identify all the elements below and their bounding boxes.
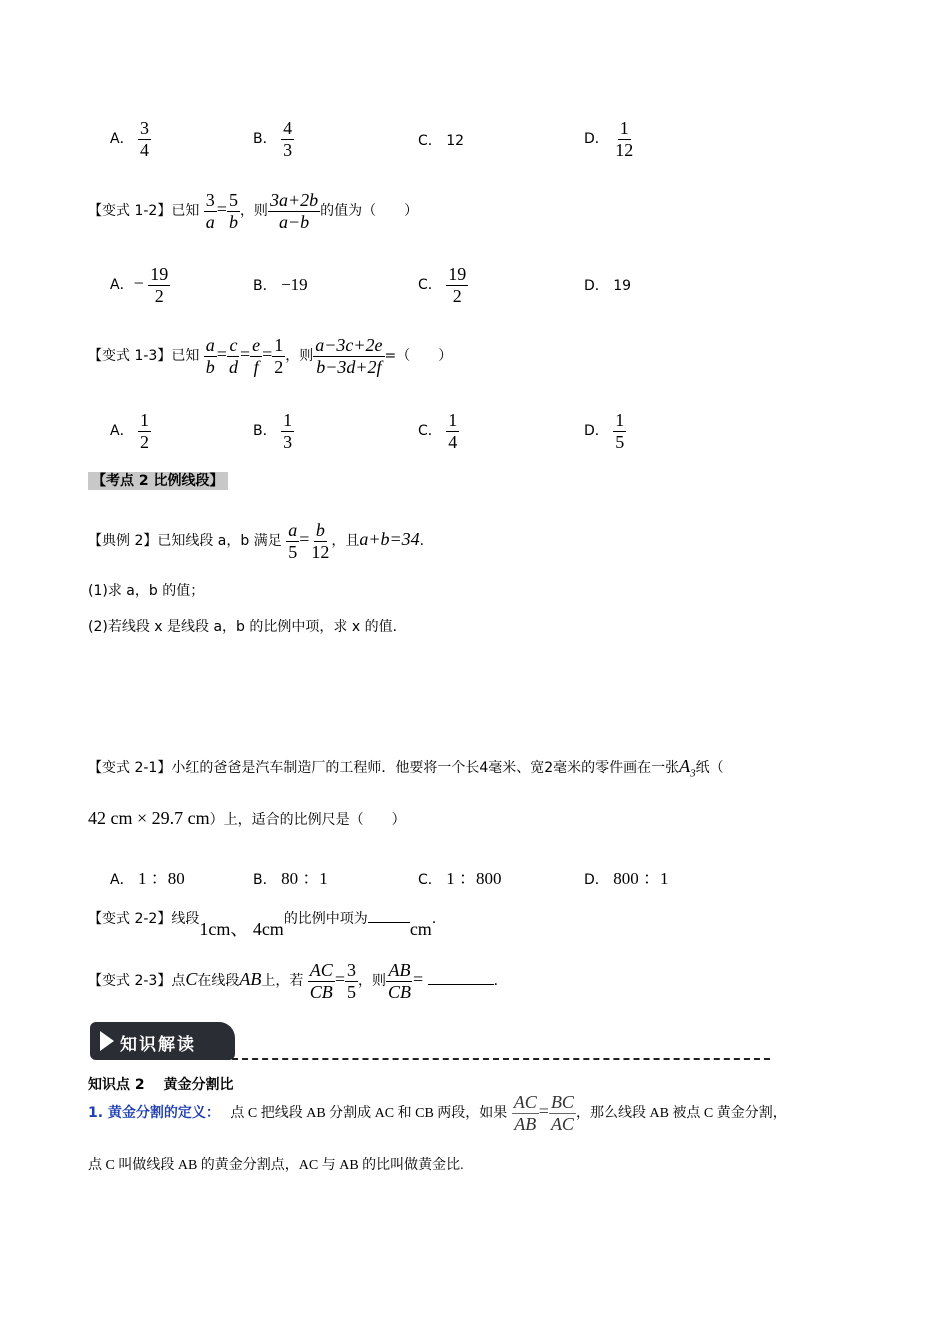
- option-a: [110, 118, 151, 160]
- option-b: [253, 118, 294, 160]
- denominator: d: [228, 356, 238, 377]
- numerator: c: [229, 335, 238, 355]
- question-2-2: [88, 903, 446, 939]
- denominator: 12: [615, 139, 634, 160]
- question-text: =（ ）: [384, 348, 453, 365]
- numerator: 1: [619, 118, 629, 138]
- denominator: 5: [346, 981, 356, 1002]
- option-label: A．: [110, 423, 134, 440]
- option-label: B．: [253, 423, 277, 440]
- option-value: 1 ：800: [446, 869, 502, 888]
- equals: =: [262, 344, 273, 365]
- divider: [232, 1058, 770, 1060]
- banner-label: 知识解读: [120, 1035, 196, 1055]
- knowledge-point-title: 知识点 2 黄金分割比: [88, 1077, 234, 1093]
- equals: =: [334, 969, 345, 990]
- option-b: [253, 275, 308, 295]
- option-c: [418, 264, 468, 306]
- option-label: C．: [418, 133, 442, 149]
- punctuation: ．: [493, 973, 508, 990]
- definition-text: 点 C 把线段 AB 分割成 AC 和 CB 两段，如果: [230, 1106, 508, 1122]
- question-text: 上，若: [261, 973, 304, 990]
- option-label: C．: [418, 423, 442, 440]
- question-text: 已知: [171, 348, 200, 365]
- condition: a+b=34: [359, 529, 420, 550]
- denominator: CB: [309, 981, 333, 1002]
- numerator: e: [252, 335, 261, 355]
- fraction: [281, 410, 294, 452]
- numerator: 1: [448, 410, 458, 430]
- paper-dimensions: 42 cm × 29.7 cm: [88, 808, 210, 828]
- option-value: −19: [281, 275, 308, 294]
- denominator: b: [205, 356, 215, 377]
- unit: cm: [409, 919, 432, 939]
- option-label: B．: [253, 872, 277, 888]
- denominator: 2: [140, 431, 150, 452]
- fraction: [272, 335, 285, 377]
- denominator: a−b: [278, 211, 310, 232]
- fraction: [204, 190, 217, 232]
- question-text: 的值为（ ）: [320, 203, 419, 220]
- numerator: AC: [309, 960, 333, 980]
- question-text: ，且: [331, 533, 360, 550]
- definition-text-cont: 点 C 叫做线段 AB 的黄金分割点，AC 与 AB 的比叫做黄金比.: [88, 1158, 464, 1173]
- denominator: 2: [452, 285, 462, 306]
- numerator: 1: [615, 410, 625, 430]
- fraction: [250, 335, 262, 377]
- fraction: [512, 1092, 539, 1134]
- numerator: 1: [140, 410, 150, 430]
- answer-blank[interactable]: [428, 984, 494, 985]
- equals: =: [216, 344, 227, 365]
- question-text: 已知: [171, 203, 200, 220]
- option-a: [110, 410, 151, 452]
- fraction: [613, 410, 626, 452]
- fraction: [148, 264, 170, 306]
- option-a: [110, 864, 185, 889]
- numerator: 3: [205, 190, 215, 210]
- question-tag: 【变式 1-3】: [88, 348, 172, 365]
- numerator: 4: [283, 118, 293, 138]
- numerator: a: [288, 520, 298, 540]
- fraction: [268, 190, 320, 232]
- fraction: [204, 335, 217, 377]
- question-tag: 【变式 1-2】: [88, 203, 172, 220]
- answer-blank[interactable]: [368, 922, 410, 923]
- numerator: 3: [346, 960, 356, 980]
- equals: =: [538, 1101, 549, 1122]
- question-text: 纸（: [695, 760, 724, 776]
- numerator: 5: [228, 190, 238, 210]
- definition-text: ，那么线段 AB 被点 C 黄金分割，: [575, 1106, 787, 1122]
- fraction: [309, 520, 331, 562]
- option-label: A．: [110, 131, 134, 148]
- question-2-3: [88, 960, 508, 1002]
- option-label: C．: [418, 277, 442, 294]
- equals: =: [412, 969, 424, 990]
- question-text: 点: [171, 973, 186, 990]
- denominator: 2: [274, 356, 284, 377]
- denominator: b: [228, 211, 238, 232]
- denominator: CB: [387, 981, 411, 1002]
- numerator: a: [205, 335, 215, 355]
- sub-question-1: (1)求 a，b 的值；: [88, 583, 205, 599]
- fraction: [313, 335, 384, 377]
- denominator: 5: [615, 431, 625, 452]
- question-1-3: [88, 335, 452, 377]
- option-label: A．: [110, 872, 134, 888]
- option-label: D．: [584, 278, 609, 294]
- option-c: [418, 864, 501, 889]
- definition-label: 1. 黄金分割的定义：: [88, 1105, 220, 1122]
- option-b: [253, 864, 328, 889]
- denominator: 2: [154, 285, 164, 306]
- numerator: a−3c+2e: [315, 335, 383, 355]
- question-tag: 【变式 2-1】: [88, 760, 172, 776]
- question-text: 已知线段 a，b 满足: [157, 533, 282, 550]
- question-text: 的比例中项为: [283, 911, 368, 927]
- section-heading: [88, 470, 228, 490]
- fraction: [227, 190, 240, 232]
- question-text: 线段: [171, 911, 200, 927]
- fraction: [386, 960, 413, 1002]
- question-1-2: [88, 190, 418, 232]
- numerator: AC: [513, 1092, 537, 1112]
- equals: =: [216, 199, 227, 220]
- fraction: [308, 960, 335, 1002]
- example-2: 【典例 2】已知线段 a，b 满足 $\frac{a}{5}$ = $\frac{b}{12}$ ，且a+b=34.: [88, 520, 425, 562]
- fraction: [281, 118, 294, 160]
- equals: =: [239, 344, 251, 365]
- fraction: [446, 410, 459, 452]
- numerator: 19: [150, 264, 169, 284]
- fraction: [613, 118, 635, 160]
- question-tag: 【典例 2】: [88, 533, 158, 550]
- denominator: 4: [140, 139, 150, 160]
- point-label: C: [185, 969, 198, 990]
- option-label: D．: [584, 872, 609, 888]
- option-label: B．: [253, 278, 277, 294]
- punctuation: ．: [431, 911, 446, 927]
- segments: 1cm、 4cm: [199, 919, 284, 939]
- segment-label: AB: [239, 969, 262, 990]
- option-value: 12: [446, 133, 465, 149]
- question-text: ，则: [285, 348, 314, 365]
- denominator: 4: [448, 431, 458, 452]
- denominator: AC: [550, 1113, 574, 1134]
- question-text: ）上，适合的比例尺是（ ）: [209, 812, 406, 828]
- option-a: [110, 264, 170, 306]
- fraction: [345, 960, 358, 1002]
- question-text: ，则: [357, 973, 386, 990]
- denominator: 3: [283, 139, 293, 160]
- knowledge-banner: [90, 1022, 235, 1060]
- numerator: b: [315, 520, 325, 540]
- numerator: AB: [388, 960, 411, 980]
- option-label: C．: [418, 872, 442, 888]
- numerator: 19: [448, 264, 467, 284]
- fraction: [227, 335, 240, 377]
- fraction: [549, 1092, 576, 1134]
- denominator: 5: [288, 541, 298, 562]
- denominator: a: [205, 211, 215, 232]
- denominator: 12: [311, 541, 330, 562]
- fraction: [286, 520, 299, 562]
- question-text: ，则: [239, 203, 268, 220]
- option-value: 1 ：80: [138, 869, 185, 888]
- denominator: AB: [514, 1113, 537, 1134]
- denominator: 3: [283, 431, 293, 452]
- sub-question-2: (2)若线段 x 是线段 a，b 的比例中项，求 x 的值．: [88, 619, 407, 635]
- fraction: [138, 410, 151, 452]
- option-label: D．: [584, 131, 609, 148]
- paper-size: [679, 756, 696, 780]
- option-d: [584, 275, 631, 295]
- numerator: 1: [274, 335, 284, 355]
- numerator: BC: [550, 1092, 574, 1112]
- denominator: f: [253, 356, 259, 377]
- option-c: [418, 410, 459, 452]
- denominator: b−3d+2f: [316, 356, 382, 377]
- numerator: 3: [140, 118, 150, 138]
- question-text: 小红的爸爸是汽车制造厂的工程师．他要将一个长4毫米、宽2毫米的零件画在一张: [171, 760, 680, 776]
- option-value: 800 ：1: [613, 869, 669, 888]
- section-title: 【考点 2 比例线段】: [88, 472, 228, 490]
- equals: =: [299, 529, 310, 550]
- option-label: B．: [253, 131, 277, 148]
- option-b: [253, 410, 294, 452]
- play-icon: [100, 1031, 114, 1051]
- option-label: D．: [584, 423, 609, 440]
- numerator: 1: [283, 410, 293, 430]
- question-2-1: [88, 756, 724, 780]
- fraction: [446, 264, 468, 306]
- question-tag: 【变式 2-2】: [88, 911, 172, 927]
- question-text: 在线段: [197, 973, 240, 990]
- paper-subscript: 3: [690, 767, 696, 780]
- option-d: [584, 864, 668, 889]
- option-d: [584, 118, 635, 160]
- question-2-1-cont: [88, 808, 406, 829]
- fraction: [138, 118, 151, 160]
- numerator: 3a+2b: [269, 190, 319, 210]
- question-tag: 【变式 2-3】: [88, 973, 172, 990]
- option-value: 19: [613, 278, 632, 294]
- paper-letter: A: [679, 756, 691, 776]
- option-d: [584, 410, 626, 452]
- minus-sign: −: [133, 273, 144, 294]
- option-value: 80 ：1: [281, 869, 328, 888]
- option-label: A．: [110, 277, 134, 294]
- option-c: [418, 130, 464, 150]
- golden-ratio-definition: [88, 1092, 787, 1134]
